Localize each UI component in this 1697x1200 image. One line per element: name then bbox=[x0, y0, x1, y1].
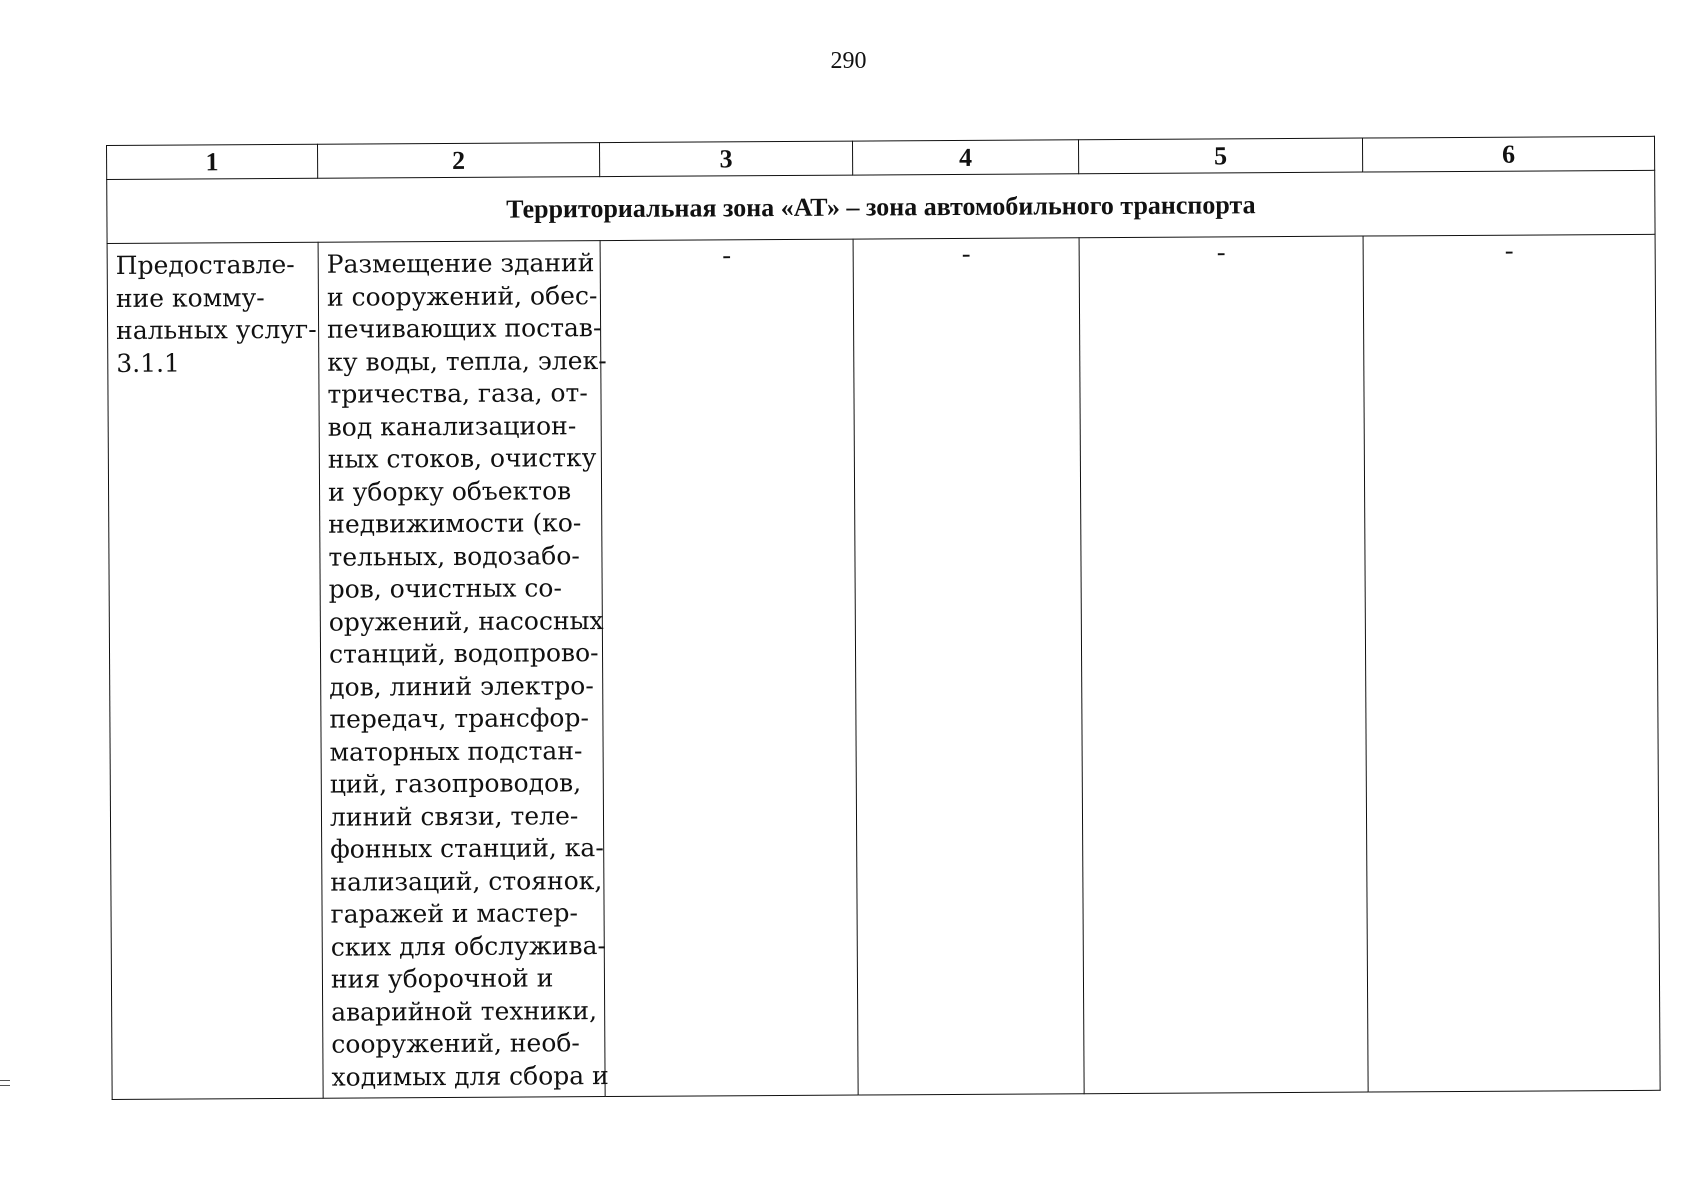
column-3-cell bbox=[600, 239, 858, 1096]
text-line: ских для обслужива- bbox=[330, 930, 606, 962]
text-line: нальных услуг- bbox=[116, 314, 317, 345]
text-line: ние комму- bbox=[115, 282, 265, 313]
table-row bbox=[107, 234, 1660, 1099]
column-6-cell bbox=[1363, 234, 1660, 1092]
text-line: ций, газопроводов, bbox=[329, 768, 582, 799]
scan-margin-mark bbox=[0, 1080, 10, 1086]
description-cell bbox=[318, 241, 609, 1099]
text-line: маторных подстан- bbox=[329, 735, 583, 767]
text-line: 3.1.1 bbox=[116, 348, 181, 378]
text-line: ных стоков, очистку bbox=[327, 443, 597, 474]
text-line: сооружений, необ- bbox=[331, 1028, 580, 1059]
permitted-use-cell bbox=[107, 242, 323, 1099]
text-line: печивающих постав- bbox=[327, 313, 602, 344]
column-number-1: 1 bbox=[107, 144, 318, 179]
column-number-6: 6 bbox=[1362, 136, 1654, 172]
text-line: Размещение зданий bbox=[326, 248, 595, 279]
text-line: ку воды, тепла, элек- bbox=[327, 345, 607, 377]
text-line: и сооружений, обес- bbox=[326, 280, 598, 312]
text-line: и уборку объектов bbox=[327, 475, 572, 507]
permitted-use-text bbox=[108, 243, 319, 380]
description-text bbox=[319, 241, 609, 1094]
text-line: ходимых для сбора и bbox=[331, 1060, 609, 1092]
text-line: нализаций, стоянок, bbox=[330, 865, 603, 897]
column-number-3: 3 bbox=[599, 141, 852, 177]
text-line: линий связи, теле- bbox=[329, 800, 579, 832]
column-number-2: 2 bbox=[317, 143, 599, 179]
text-line: Предоставле- bbox=[115, 249, 295, 280]
text-line: фонных станций, ка- bbox=[330, 833, 604, 864]
text-line: тричества, газа, от- bbox=[327, 378, 588, 409]
text-line: станций, водопрово- bbox=[328, 638, 599, 669]
dash-value: - bbox=[1216, 237, 1226, 267]
column-4-cell bbox=[853, 238, 1084, 1095]
text-line: тельных, водозабо- bbox=[328, 540, 580, 572]
zone-title: Территориальная зона «АТ» – зона автомобильного транспорта bbox=[107, 170, 1655, 243]
page-number: 290 bbox=[830, 48, 867, 74]
text-line: оружений, насосных bbox=[328, 605, 604, 637]
text-line: недвижимости (ко- bbox=[328, 508, 582, 539]
column-5-cell bbox=[1079, 236, 1368, 1094]
dash-value: - bbox=[961, 238, 971, 268]
column-number-5: 5 bbox=[1078, 138, 1362, 174]
column-number-4: 4 bbox=[852, 140, 1078, 175]
text-line: передач, трансфор- bbox=[329, 703, 589, 734]
dash-value: - bbox=[722, 240, 732, 270]
land-use-table bbox=[106, 136, 1661, 1100]
text-line: гаражей и мастер- bbox=[330, 898, 579, 929]
zone-title-row bbox=[107, 170, 1655, 243]
text-line: аварийной техники, bbox=[331, 995, 598, 1027]
text-line: ров, очистных со- bbox=[328, 573, 562, 604]
dash-value: - bbox=[1504, 235, 1514, 265]
text-line: вод канализацион- bbox=[327, 410, 577, 442]
text-line: дов, линий электро- bbox=[329, 670, 594, 702]
text-line: ния уборочной и bbox=[330, 963, 554, 994]
